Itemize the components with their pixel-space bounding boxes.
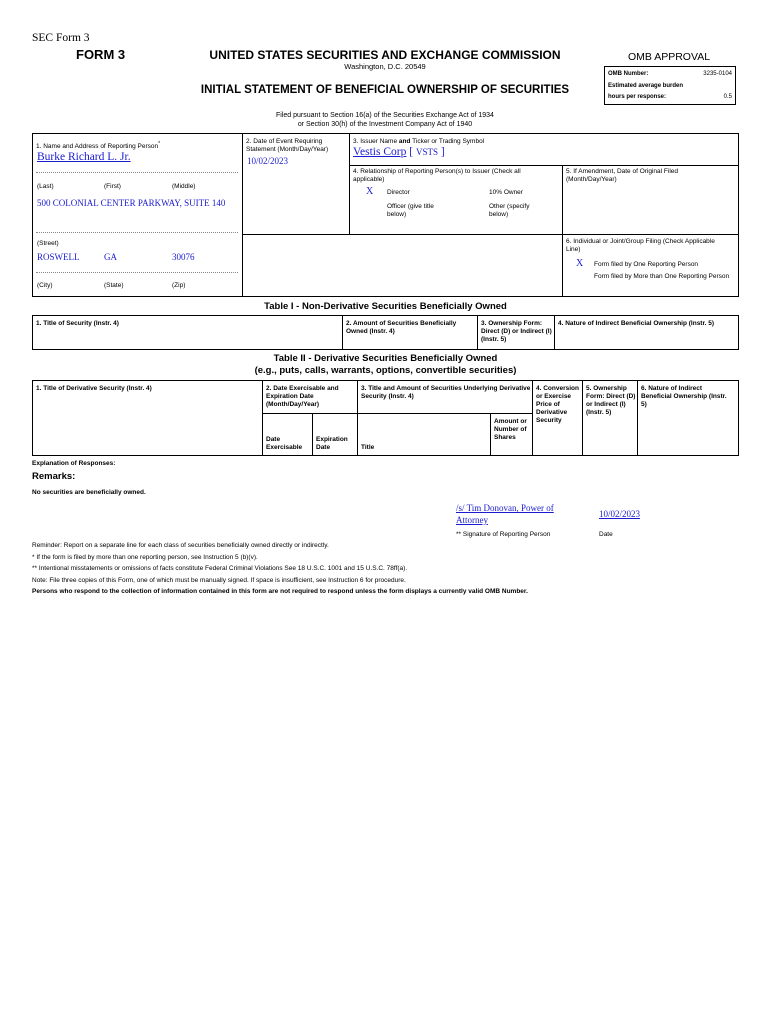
page-title: INITIAL STATEMENT OF BENEFICIAL OWNERSHIP OF SECURITIES xyxy=(200,84,570,96)
omb-number-value: 3235-0104 xyxy=(703,71,732,77)
table2-col-nature: 6. Nature of Indirect Beneficial Ownership (Instr. 5) xyxy=(641,385,727,408)
note-multiple-reporters: * If the form is filed by more than one reporting person, see Instruction 5 (b)(v). xyxy=(32,554,258,561)
box3-label: 3. Issuer Name and Ticker or Trading Symbol xyxy=(353,138,485,145)
signature-link[interactable]: /s/ Tim Donovan, Power of Attorney xyxy=(456,503,554,525)
street-label: (Street) xyxy=(37,240,59,247)
explanation-label: Explanation of Responses: xyxy=(32,460,116,467)
table1-col-nature: 4. Nature of Indirect Beneficial Ownership (Instr. 5) xyxy=(558,320,715,327)
remarks-text: No securities are beneficially owned. xyxy=(32,489,146,496)
omb-box xyxy=(604,66,736,105)
other-label: Other (specify below) xyxy=(489,203,530,218)
middle-label: (Middle) xyxy=(172,183,196,190)
table2-col-ownership: 5. Ownership Form: Direct (D) or Indirect (I) (Instr. 5) xyxy=(586,385,636,416)
box4-label: 4. Relationship of Reporting Person(s) to Issuer (Check all applicable) xyxy=(353,168,521,183)
reminder-note: Reminder: Report on a separate line for each class of securities beneficially owned directly or indirectly. xyxy=(32,542,329,549)
state-label: (State) xyxy=(104,282,124,289)
omb-approval-title: OMB APPROVAL xyxy=(627,51,711,63)
table2-sub-expiration: Expiration Date xyxy=(316,436,348,451)
table2-title: Table II - Derivative Securities Beneficially Owned xyxy=(273,353,498,364)
city-value: ROSWELL xyxy=(37,252,80,262)
first-label: (First) xyxy=(104,183,121,190)
note-misstatements: ** Intentional misstatements or omissions of facts constitute Federal Criminal Violations See 18 U.S.C. 1001 and 15 U.S.C. 78ff(a). xyxy=(32,565,408,572)
omb-disclaimer: Persons who respond to the collection of information contained in this form are not required to respond unless the form displays a currently valid OMB Number. xyxy=(32,588,528,595)
officer-label: Officer (give title below) xyxy=(387,203,434,218)
filed-pursuant-2: or Section 30(h) of the Investment Company Act of 1940 xyxy=(297,121,473,128)
sec-form-label: SEC Form 3 xyxy=(32,32,90,44)
reporting-person-name[interactable]: Burke Richard L. Jr. xyxy=(37,151,131,163)
table2-col-conversion: 4. Conversion or Exercise Price of Derivative Security xyxy=(536,385,579,424)
omb-hours-label: hours per response: xyxy=(608,94,667,100)
table1-col-ownership: 3. Ownership Form: Direct (D) or Indirect (I) (Instr. 5) xyxy=(481,320,552,343)
date-label: Date xyxy=(599,531,613,538)
remarks-label: Remarks: xyxy=(32,471,76,482)
table2-sub-title: Title xyxy=(361,444,375,451)
agency-city: Washington, D.C. 20549 xyxy=(344,62,426,71)
table1-col-title: 1. Title of Security (Instr. 4) xyxy=(36,320,119,327)
table2-sub-date-exercisable: Date Exercisable xyxy=(266,436,303,451)
filed-pursuant-1: Filed pursuant to Section 16(a) of the Securities Exchange Act of 1934 xyxy=(276,112,494,119)
ten-percent-owner-label: 10% Owner xyxy=(489,189,523,196)
agency-title: UNITED STATES SECURITIES AND EXCHANGE COMMISSION xyxy=(209,48,561,62)
zip-value: 30076 xyxy=(172,252,195,262)
street-value: 500 COLONIAL CENTER PARKWAY, SUITE 140 xyxy=(37,198,226,208)
box1-label: 1. Name and Address of Reporting Person* xyxy=(36,141,161,151)
table2-subtitle: (e.g., puts, calls, warrants, options, convertible securities) xyxy=(254,365,517,376)
one-person-label: Form filed by One Reporting Person xyxy=(594,261,699,268)
director-label: Director xyxy=(387,189,410,196)
city-label: (City) xyxy=(37,282,53,289)
one-person-checkmark[interactable]: X xyxy=(576,258,584,269)
table1-title: Table I - Non-Derivative Securities Beneficially Owned xyxy=(264,301,507,312)
last-label: (Last) xyxy=(37,183,54,190)
signature-date: 10/02/2023 xyxy=(599,509,641,519)
signature-label: ** Signature of Reporting Person xyxy=(456,531,551,538)
ticker-symbol: VSTS xyxy=(415,147,438,157)
box5-label: 5. If Amendment, Date of Original Filed (Month/Day/Year) xyxy=(566,168,678,183)
issuer-line: Vestis Corp [ VSTS ] xyxy=(353,146,445,158)
event-date: 10/02/2023 xyxy=(247,156,289,166)
issuer-name-link[interactable]: Vestis Corp xyxy=(353,146,407,158)
more-persons-label: Form filed by More than One Reporting Person xyxy=(594,273,730,280)
director-checkmark[interactable]: X xyxy=(366,186,374,197)
omb-burden-label: Estimated average burden xyxy=(608,83,684,89)
box6-label: 6. Individual or Joint/Group Filing (Check Applicable Line) xyxy=(566,238,715,253)
table2-col-underlying: 3. Title and Amount of Securities Underlying Derivative Security (Instr. 4) xyxy=(361,385,531,400)
table1-col-amount: 2. Amount of Securities Beneficially Owned (Instr. 4) xyxy=(346,320,457,335)
note-copies: Note: File three copies of this Form, one of which must be manually signed. If space is insufficient, see Instruction 6 for procedure. xyxy=(32,577,406,584)
form-label: FORM 3 xyxy=(76,47,126,62)
omb-number-label: OMB Number: xyxy=(608,71,649,77)
table2-sub-amount: Amount or Number of Shares xyxy=(494,418,527,441)
table2-col-title: 1. Title of Derivative Security (Instr. 4) xyxy=(36,385,152,392)
state-value: GA xyxy=(104,252,117,262)
omb-hours-value: 0.5 xyxy=(723,94,732,100)
zip-label: (Zip) xyxy=(172,282,186,289)
table2-col-dates: 2. Date Exercisable and Expiration Date (Month/Day/Year) xyxy=(266,385,339,408)
box2-label: 2. Date of Event Requiring Statement (Month/Day/Year) xyxy=(246,138,329,153)
